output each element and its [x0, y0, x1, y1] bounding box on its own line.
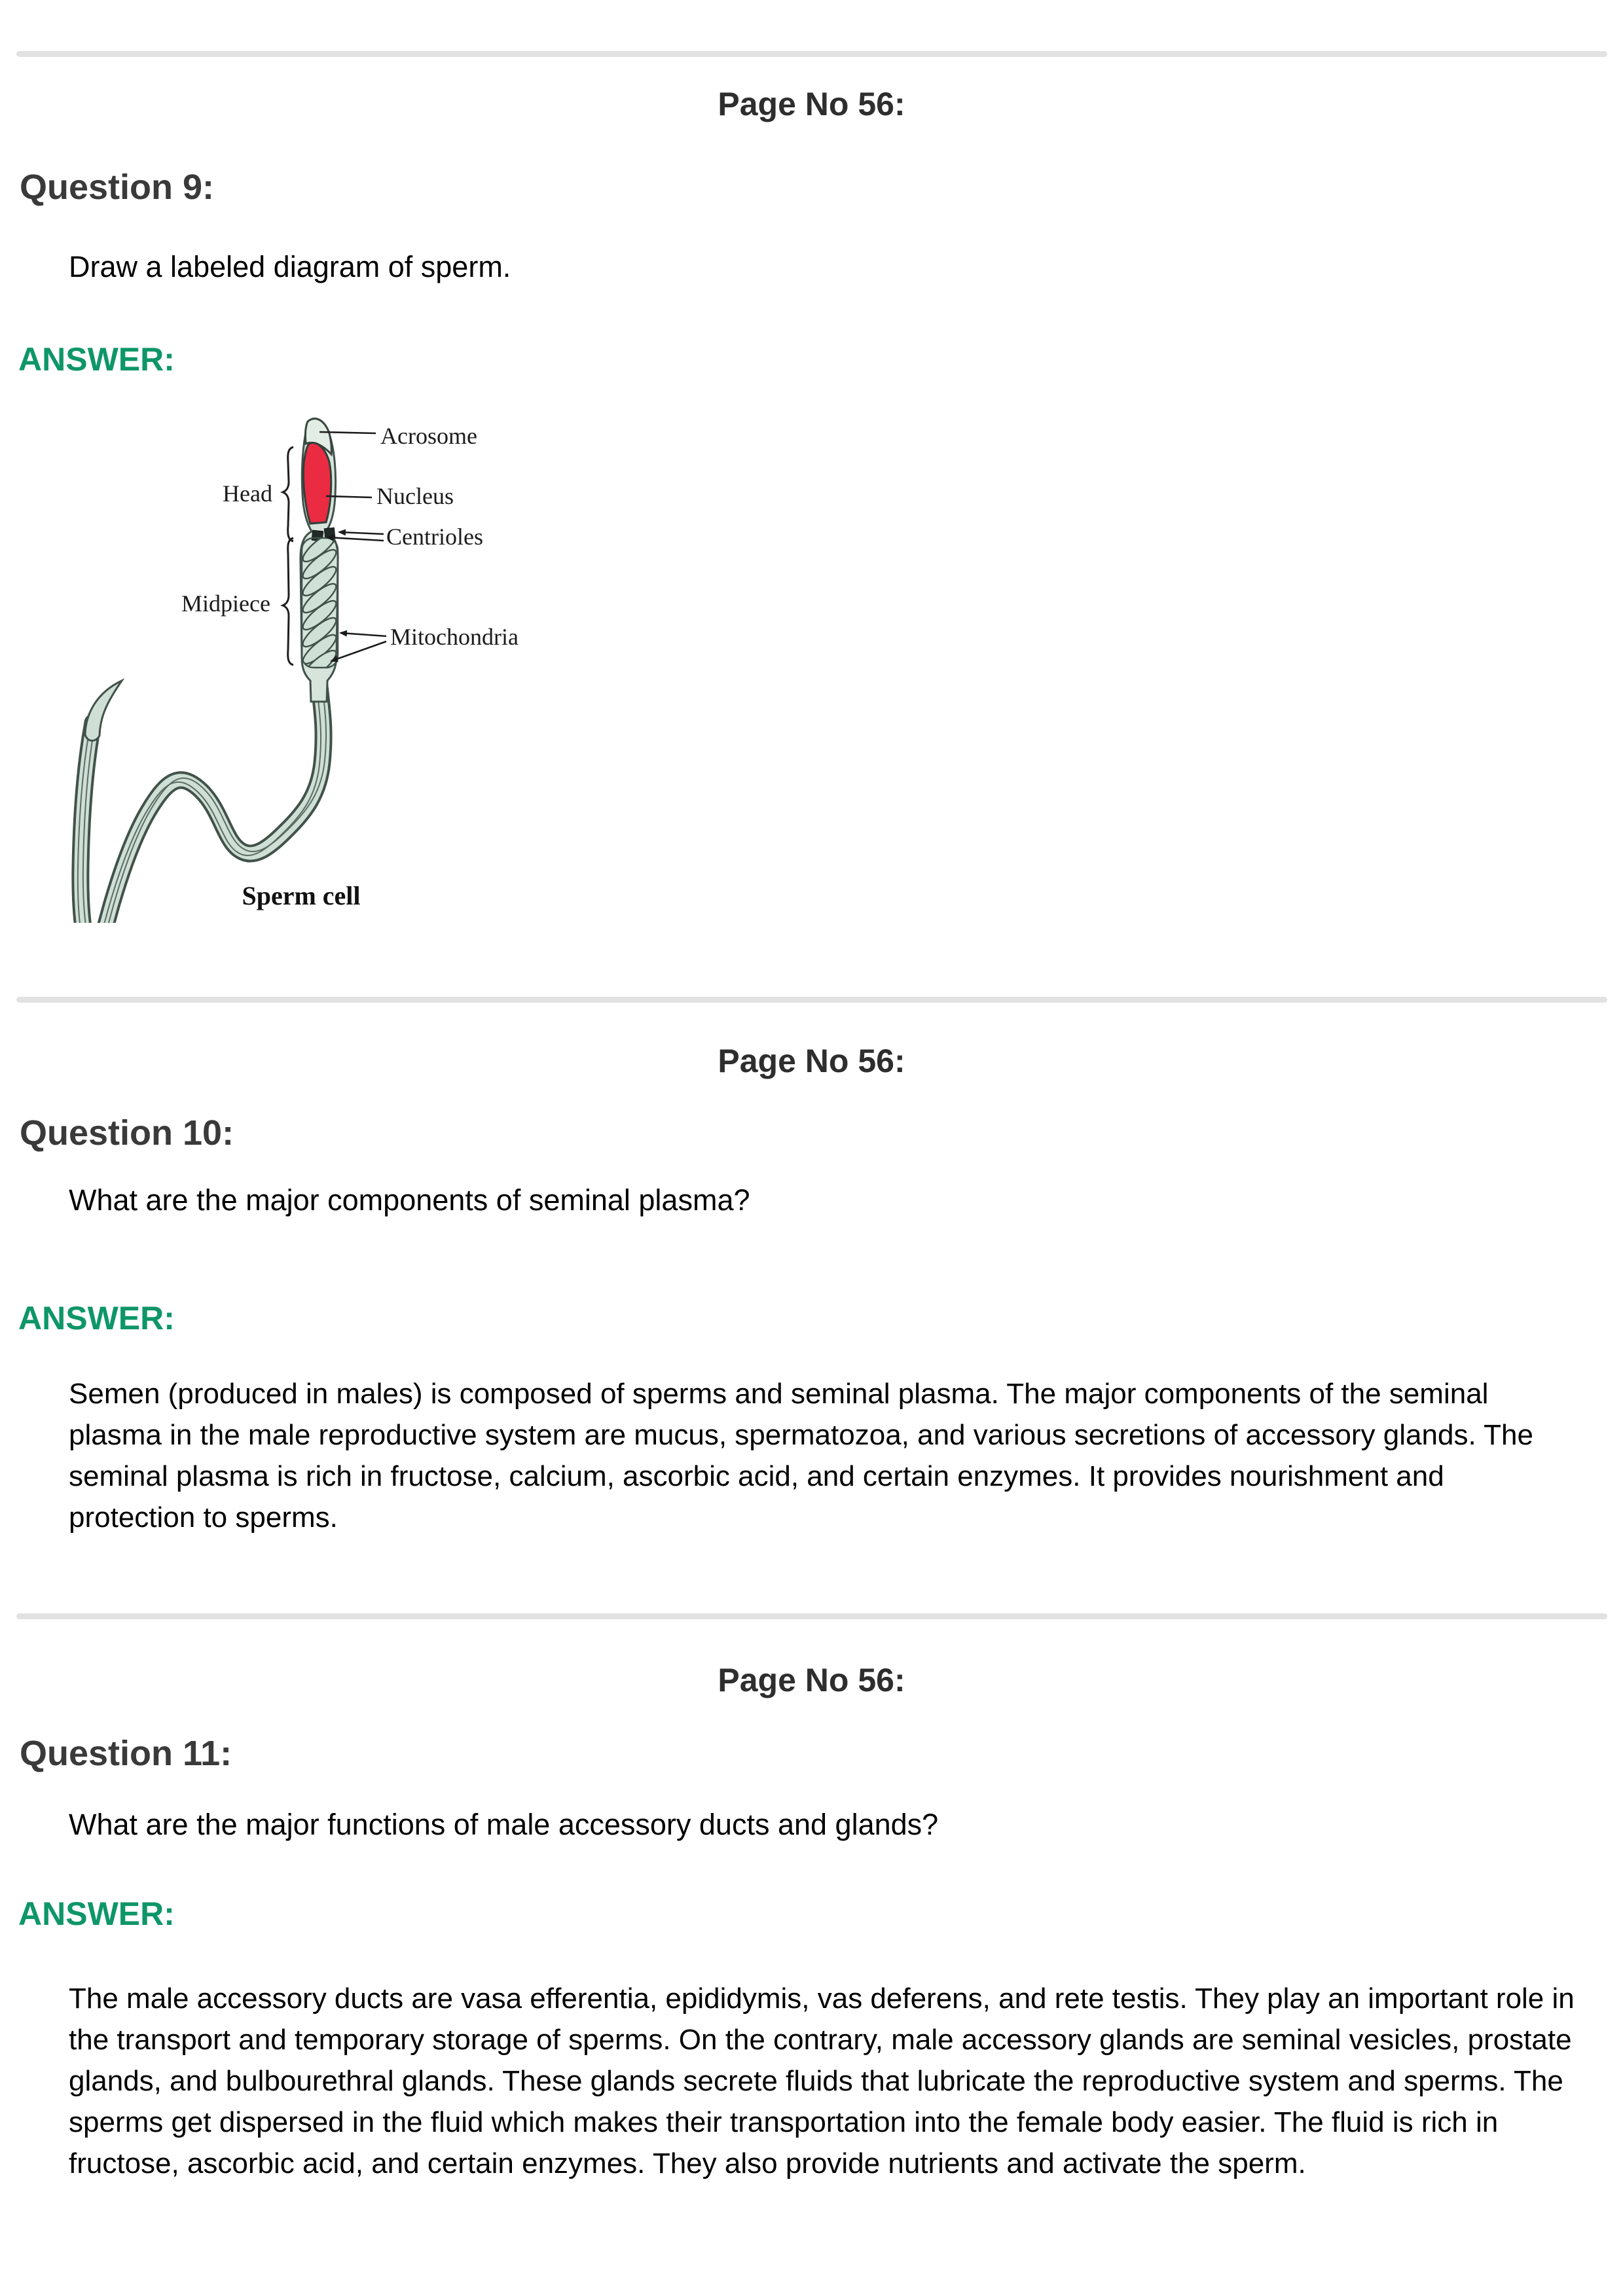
question-text: What are the major components of seminal plasma? [69, 1183, 750, 1217]
answer-label: ANSWER: [18, 1895, 175, 1932]
section-divider [16, 51, 1607, 57]
section-divider [16, 997, 1607, 1003]
midpiece-label: Midpiece [181, 590, 270, 617]
answer-label: ANSWER: [18, 1300, 175, 1336]
question-label: Question 9: [20, 168, 215, 207]
question-text: What are the major functions of male accessory ducts and glands? [69, 1808, 939, 1841]
centrioles-label: Centrioles [386, 524, 483, 550]
answer-text: Semen (produced in males) is composed of sperms and seminal plasma. The major components of the seminal plasma in the male reproductive system are mucus, spermatozoa, and various secretions of accessory glands. The seminal plasma is rich in fructose, calcium, ascorbic acid, and certain enzymes. It provides nourishment and protection to sperms. [69, 1378, 1533, 1534]
mitochondria-leader-line-upper [340, 633, 386, 636]
sperm-diagram [65, 406, 537, 923]
sperm-nucleus-shape [303, 443, 331, 524]
answer-label: ANSWER: [18, 341, 175, 378]
diagram-caption: Sperm cell [242, 881, 361, 910]
nucleus-label: Nucleus [376, 483, 454, 509]
sperm-diagram-svg [65, 406, 537, 923]
question-label: Question 10: [20, 1113, 234, 1153]
centrioles-leader-line-lower [327, 537, 384, 541]
head-brace [283, 447, 293, 541]
page-heading: Page No 56: [718, 1662, 905, 1698]
question-label: Question 11: [20, 1734, 232, 1773]
midpiece-brace [283, 538, 293, 665]
acrosome-label: Acrosome [380, 423, 477, 449]
mitochondria-label: Mitochondria [390, 624, 519, 650]
section-divider [16, 1613, 1607, 1619]
mitochondria-leader-line-lower [331, 641, 386, 661]
answer-text: The male accessory ducts are vasa efferentia, epididymis, vas deferens, and rete testis. They play an important role in the transport and temporary storage of sperms. On the contrary, male accessory glands are seminal vesicles, prostate glands, and bulbourethral glands. These glands secrete fluids that lubricate the reproductive system and sperms. The sperms get dispersed in the fluid which makes their transportation into the female body easier. The fluid is rich in fructose, ascorbic acid, and certain enzymes. They also provide nutrients and activate the sperm. [69, 1982, 1575, 2179]
centrioles-leader-line-upper [339, 532, 384, 534]
page-heading: Page No 56: [718, 1043, 905, 1079]
page-heading: Page No 56: [718, 86, 905, 122]
head-label: Head [223, 480, 272, 507]
question-text: Draw a labeled diagram of sperm. [69, 250, 511, 283]
sperm-tail-tip [85, 681, 122, 741]
